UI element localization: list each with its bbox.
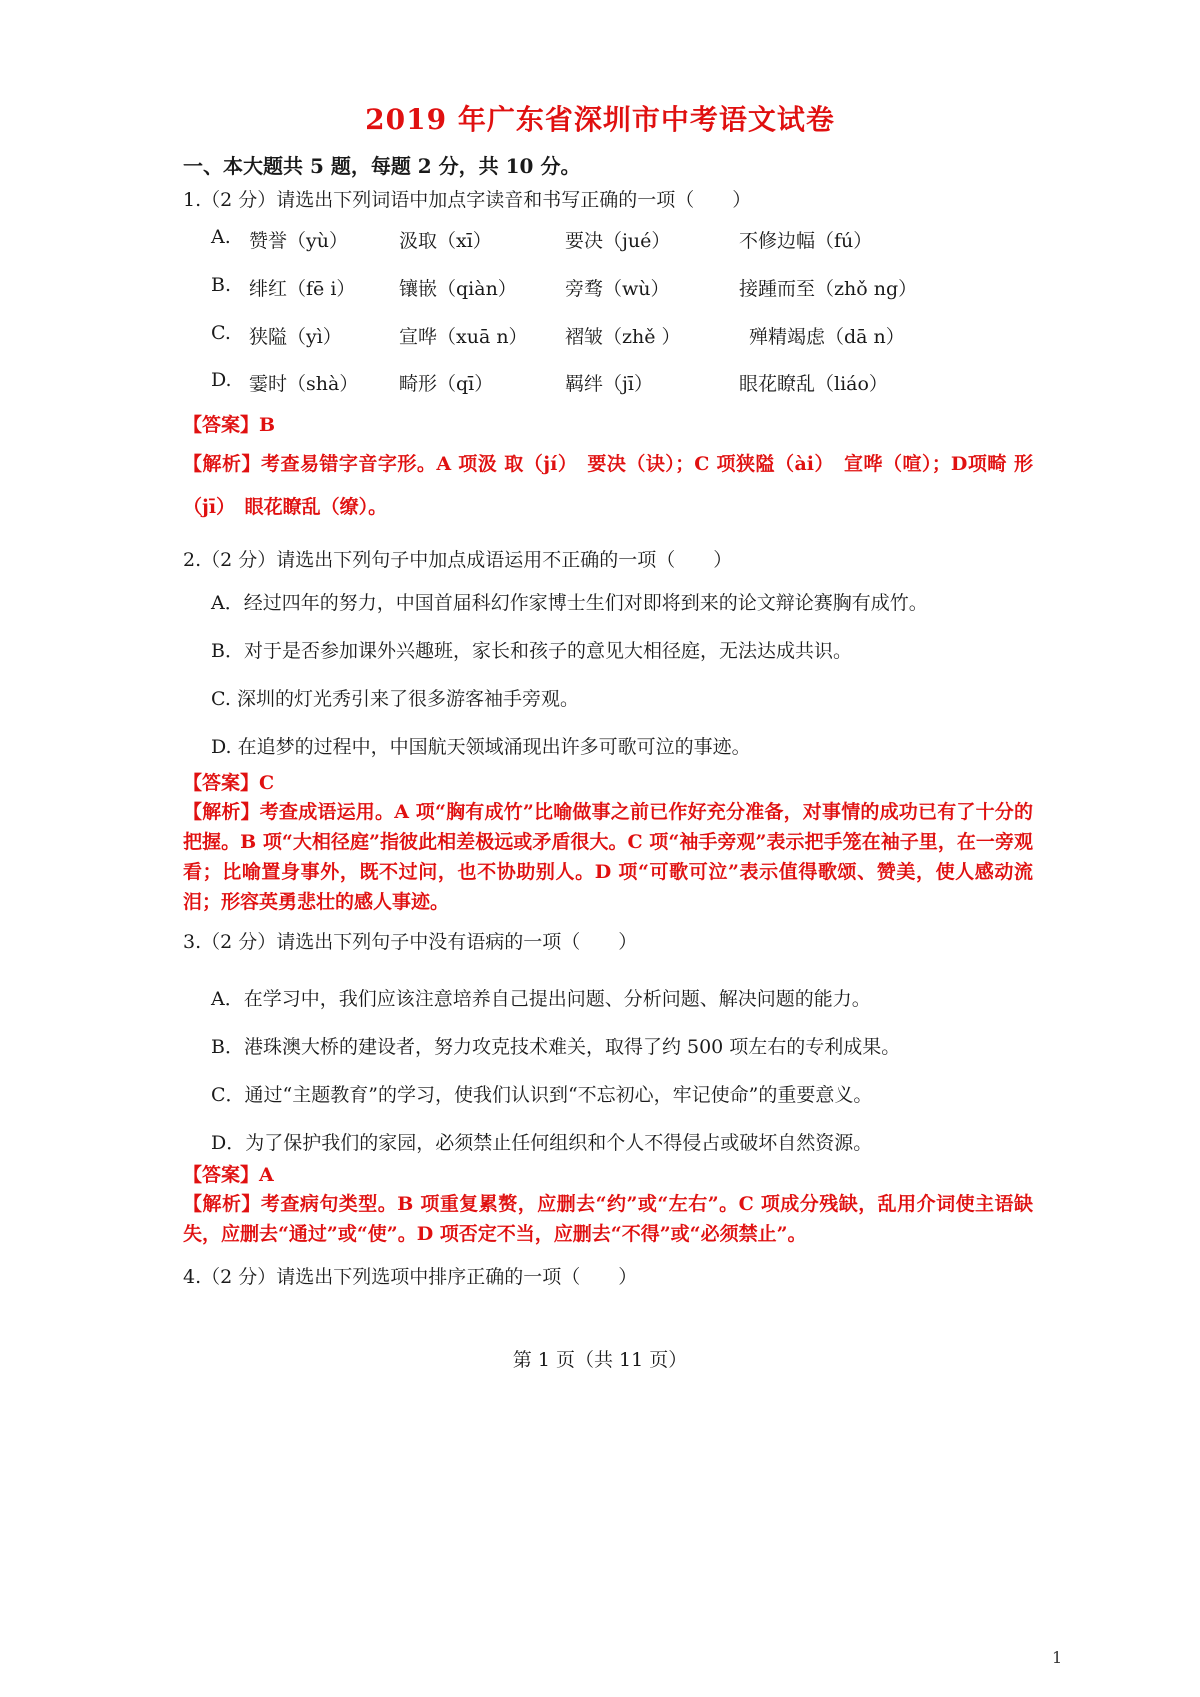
question-3-option-d: D．为了保护我们的家园，必须禁止任何组织和个人不得侵占或破坏自然资源。: [211, 1132, 873, 1154]
question-2-option-d: D. 在追梦的过程中，中国航天领域涌现出许多可歌可泣的事迹。: [211, 736, 751, 758]
question-2-explanation: 【解析】考查成语运用。A 项“胸有成竹”比喻做事之前已作好充分准备，对事情的成功已有了十分的把握。B 项“大相径庭”指彼此相差极远或矛盾很大。C 项“袖手旁观”表示把手笼在袖子里，在一旁观看；比喻置身事外，既不过问，也不协助别人。D 项“可歌可泣”表示值得歌颂、赞美，使人感动流泪；形容英勇悲壮的感人事迹。: [183, 801, 1033, 913]
question-1-option-a: [211, 226, 1011, 256]
question-4-stem: 4.（2 分）请选出下列选项中排序正确的一项（ ）: [183, 1266, 638, 1288]
option-word: 狭隘（yì）: [249, 326, 342, 348]
page-number: 1: [1052, 1648, 1063, 1667]
option-letter: D.: [211, 369, 232, 391]
section-heading: 一、本大题共 5 题，每题 2 分，共 10 分。: [183, 154, 581, 178]
question-1-answer: 【答案】B: [183, 414, 276, 436]
page-title: 2019 年广东省深圳市中考语文试卷: [365, 103, 835, 136]
option-word: 旁骛（wù）: [565, 278, 670, 300]
option-word: 镶嵌（qiàn）: [399, 278, 517, 300]
option-word: 殚精竭虑（dā n）: [749, 326, 905, 348]
question-3-option-c: C．通过“主题教育”的学习，使我们认识到“不忘初心，牢记使命”的重要意义。: [211, 1084, 873, 1106]
option-letter: B.: [211, 274, 232, 296]
question-1-option-b: [211, 274, 1011, 304]
question-3-option-a: A．在学习中，我们应该注意培养自己提出问题、分析问题、解决问题的能力。: [211, 988, 871, 1010]
question-1-option-d: [211, 369, 1011, 399]
option-word: 畸形（qī）: [399, 373, 494, 395]
option-word: 汲取（xī）: [399, 230, 492, 252]
question-1-stem: 1.（2 分）请选出下列词语中加点字读音和书写正确的一项（ ）: [183, 189, 752, 211]
option-word: 赞誉（yù）: [249, 230, 348, 252]
option-word: 要决（jué）: [565, 230, 671, 252]
question-2-option-c: C. 深圳的灯光秀引来了很多游客袖手旁观。: [211, 688, 579, 710]
option-letter: C.: [211, 322, 231, 344]
question-3-option-b: B．港珠澳大桥的建设者，努力攻克技术难关，取得了约 500 项左右的专利成果。: [211, 1036, 901, 1058]
option-word: 眼花瞭乱（liáo）: [739, 373, 888, 395]
question-3-answer: 【答案】A: [183, 1164, 274, 1186]
option-letter: A.: [211, 226, 231, 248]
question-2-option-b: B．对于是否参加课外兴趣班，家长和孩子的意见大相径庭，无法达成共识。: [211, 640, 852, 662]
question-2-stem: 2.（2 分）请选出下列句子中加点成语运用不正确的一项（ ）: [183, 549, 733, 571]
option-word: 宣哗（xuā n）: [399, 326, 528, 348]
question-3-explanation: 【解析】考查病句类型。B 项重复累赘，应删去“约”或“左右”。C 项成分残缺，乱用介词使主语缺失，应删去“通过”或“使”。D 项否定不当，应删去“不得”或“必须禁止”。: [183, 1193, 1033, 1245]
option-word: 不修边幅（fú）: [739, 230, 873, 252]
option-word: 褶皱（zhě ）: [565, 326, 681, 348]
question-1-explanation: 【解析】考查易错字音字形。A 项汲 取（jí） 要决（诀）；C 项狭隘（ài） 宣哗（喧）；D项畸 形（jī） 眼花瞭乱（缭）。: [183, 453, 1033, 518]
option-word: 霎时（shà）: [249, 373, 359, 395]
option-word: 绯红（fē i）: [249, 278, 356, 300]
question-3-stem: 3.（2 分）请选出下列句子中没有语病的一项（ ）: [183, 931, 638, 953]
question-2-answer: 【答案】C: [183, 772, 275, 794]
option-word: 羁绊（jī）: [565, 373, 653, 395]
page-footer: 第 1 页（共 11 页）: [512, 1349, 688, 1371]
question-2-option-a: A．经过四年的努力，中国首届科幻作家博士生们对即将到来的论文辩论赛胸有成竹。: [211, 592, 928, 614]
option-word: 接踵而至（zhǒ ng）: [739, 278, 918, 300]
question-1-option-c: [211, 322, 1011, 352]
